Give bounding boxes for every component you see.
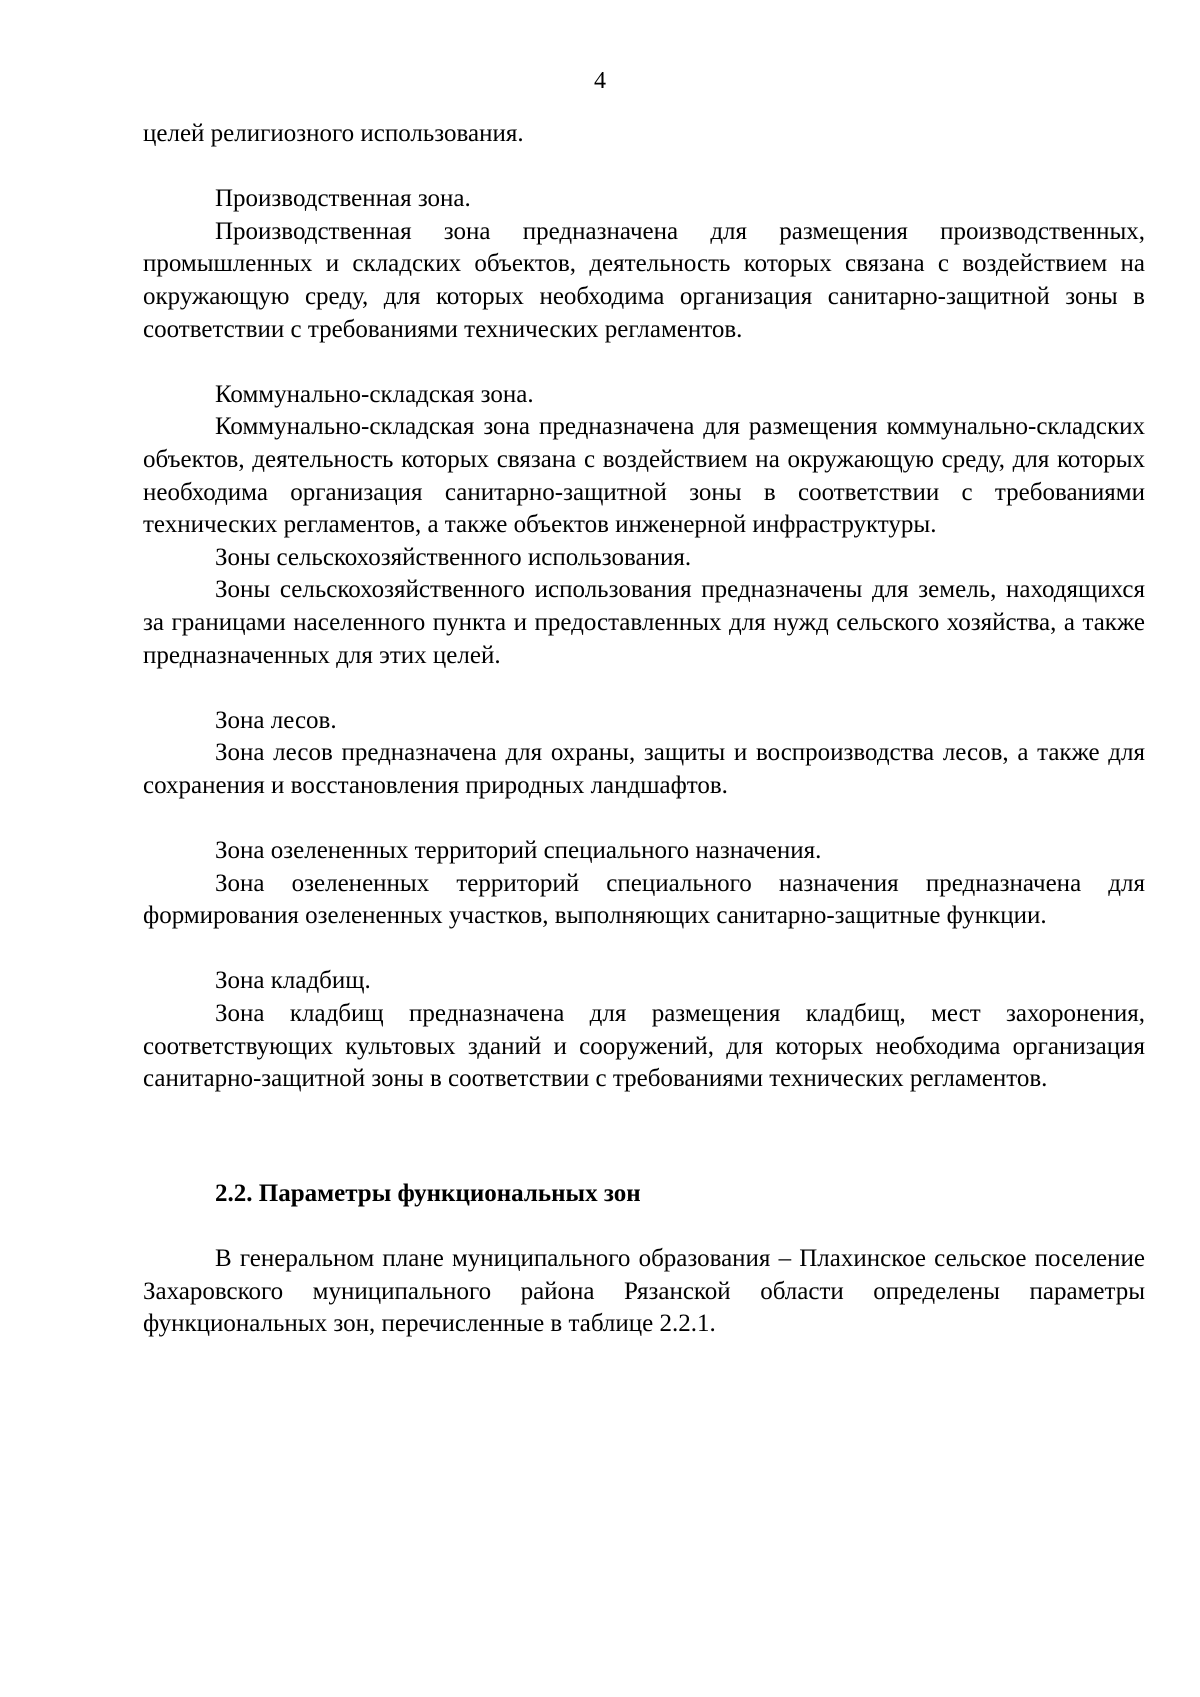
zone-text-forest: Зона лесов предназначена для охраны, защиты и воспроизводства лесов, а также для сохранения и восстановления природных ландшафтов. bbox=[143, 739, 1145, 799]
zone-text-industrial: Производственная зона предназначена для размещения производственных, промышленных и складских объектов, деятельность которых связана с воздействием на окружающую среду, для которых необходима организация санитарно-защитной зоны в соответствии с требованиями технических регламентов. bbox=[143, 217, 1145, 343]
page-number: 4 bbox=[594, 68, 606, 94]
paragraph-continuation: целей религиозного использования. bbox=[143, 120, 524, 147]
section-text: В генеральном плане муниципального образования – Плахинское сельское поселение Захаровского муниципального района Рязанской области определены параметры функциональных зон, перечисленные в таблице 2.2.1. bbox=[143, 1245, 1145, 1338]
section-title: 2.2. Параметры функциональных зон bbox=[215, 1179, 641, 1207]
zone-heading-forest: Зона лесов. bbox=[215, 706, 337, 734]
zone-text-green-special: Зона озелененных территорий специального назначения предназначена для формирования озелененных участков, выполняющих санитарно-защитные функции. bbox=[143, 869, 1145, 930]
zone-heading-industrial: Производственная зона. bbox=[215, 185, 471, 213]
zone-text-cemetery: Зона кладбищ предназначена для размещения кладбищ, мест захоронения, соответствующих культовых зданий и сооружений, для которых необходима организация санитарно-защитной зоны в соответствии с требованиями технических регламентов. bbox=[143, 1000, 1145, 1093]
zone-heading-communal-storage: Коммунально-складская зона. bbox=[215, 380, 534, 408]
zone-heading-cemetery: Зона кладбищ. bbox=[215, 967, 371, 995]
zone-heading-green-special: Зона озелененных территорий специального назначения. bbox=[215, 837, 822, 865]
zone-text-agricultural: Зоны сельскохозяйственного использования предназначены для земель, находящихся за границами населенного пункта и предоставленных для нужд сельского хозяйства, а также предназначенных для этих целей. bbox=[143, 576, 1145, 669]
document-body bbox=[143, 118, 1145, 1341]
zone-text-communal-storage: Коммунально-складская зона предназначена для размещения коммунально-складских объектов, деятельность которых связана с воздействием на окружающую среду, для которых необходима организация санитарно-защитной зоны в соответствии с требованиями технических регламентов, а также объектов инженерной инфраструктуры. bbox=[143, 413, 1145, 539]
zone-heading-agricultural: Зоны сельскохозяйственного использования. bbox=[215, 543, 692, 571]
